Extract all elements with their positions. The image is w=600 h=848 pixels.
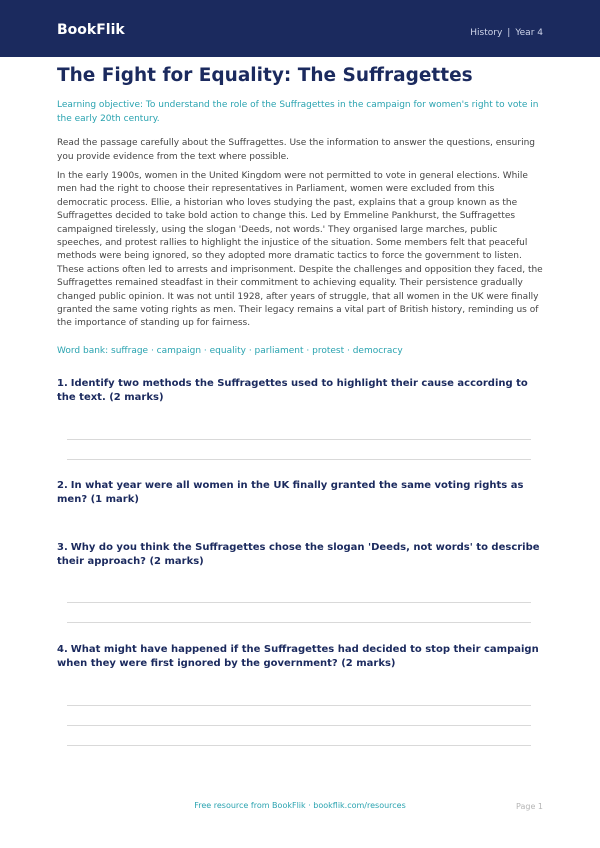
question-4	[57, 643, 543, 671]
question-number: 2.	[57, 480, 68, 491]
question-2	[57, 479, 543, 507]
question-text: Identify two methods the Suffragettes used to highlight their cause according to the text. (2 marks)	[57, 378, 528, 403]
header-meta	[470, 28, 543, 38]
footer-text: Free resource from BookFlik · bookflik.com/resources	[194, 801, 406, 810]
question-number: 3.	[57, 542, 68, 553]
question-number: 1.	[57, 378, 68, 389]
page-title: The Fight for Equality: The Suffragettes	[57, 65, 473, 86]
question-3	[57, 541, 543, 569]
meta-separator: |	[507, 28, 511, 38]
answer-line[interactable]	[67, 439, 531, 440]
answer-line[interactable]	[67, 705, 531, 706]
answer-line[interactable]	[67, 622, 531, 623]
question-text: In what year were all women in the UK finally granted the same voting rights as men? (1 mark)	[57, 480, 524, 505]
question-text: Why do you think the Suffragettes chose the slogan 'Deeds, not words' to describe their approach? (2 marks)	[57, 542, 540, 567]
question-number: 4.	[57, 644, 68, 655]
learning-objective: Learning objective: To understand the role of the Suffragettes in the campaign for women's right to vote in the early 20th century.	[57, 100, 539, 124]
word-bank: Word bank: suffrage · campaign · equality · parliament · protest · democracy	[57, 346, 403, 356]
answer-line[interactable]	[67, 725, 531, 726]
answer-line[interactable]	[67, 602, 531, 603]
answer-line[interactable]	[67, 745, 531, 746]
question-1	[57, 377, 543, 405]
header-bar	[0, 0, 600, 57]
reading-passage: In the early 1900s, women in the United Kingdom were not permitted to vote in general elections. While men had the right to choose their representatives in Parliament, women were excluded from this democratic process. Ellie, a historian who loves studying the past, explains that a group known as the Suffragettes decided to take bold action to change this. Led by Emmeline Pankhurst, the Suffragettes campaigned tirelessly, using the slogan 'Deeds, not words.' They organised large marches, public speeches, and protest rallies to highlight the injustice of the situation. Some members felt that peaceful methods were being ignored, so they adopted more dramatic tactics to force the government to listen. These actions often led to arrests and imprisonment. Despite the challenges and opposition they faced, the Suffragettes remained steadfast in their commitment to achieving equality. Their persistence gradually changed public opinion. It was not until 1928, after years of struggle, that all women in the UK were finally granted the same voting rights as men. Their legacy remains a vital part of British history, reminding us of the importance of standing up for fairness.	[57, 171, 543, 329]
page-number: Page 1	[516, 802, 543, 811]
question-text: What might have happened if the Suffragettes had decided to stop their campaign when they were first ignored by the government? (2 marks)	[57, 644, 539, 669]
brand-logo: BookFlik	[57, 22, 125, 38]
instructions: Read the passage carefully about the Suffragettes. Use the information to answer the questions, ensuring you provide evidence from the text where possible.	[57, 138, 535, 162]
subject-label: History	[470, 28, 503, 38]
year-label: Year 4	[515, 28, 543, 38]
answer-line[interactable]	[67, 459, 531, 460]
